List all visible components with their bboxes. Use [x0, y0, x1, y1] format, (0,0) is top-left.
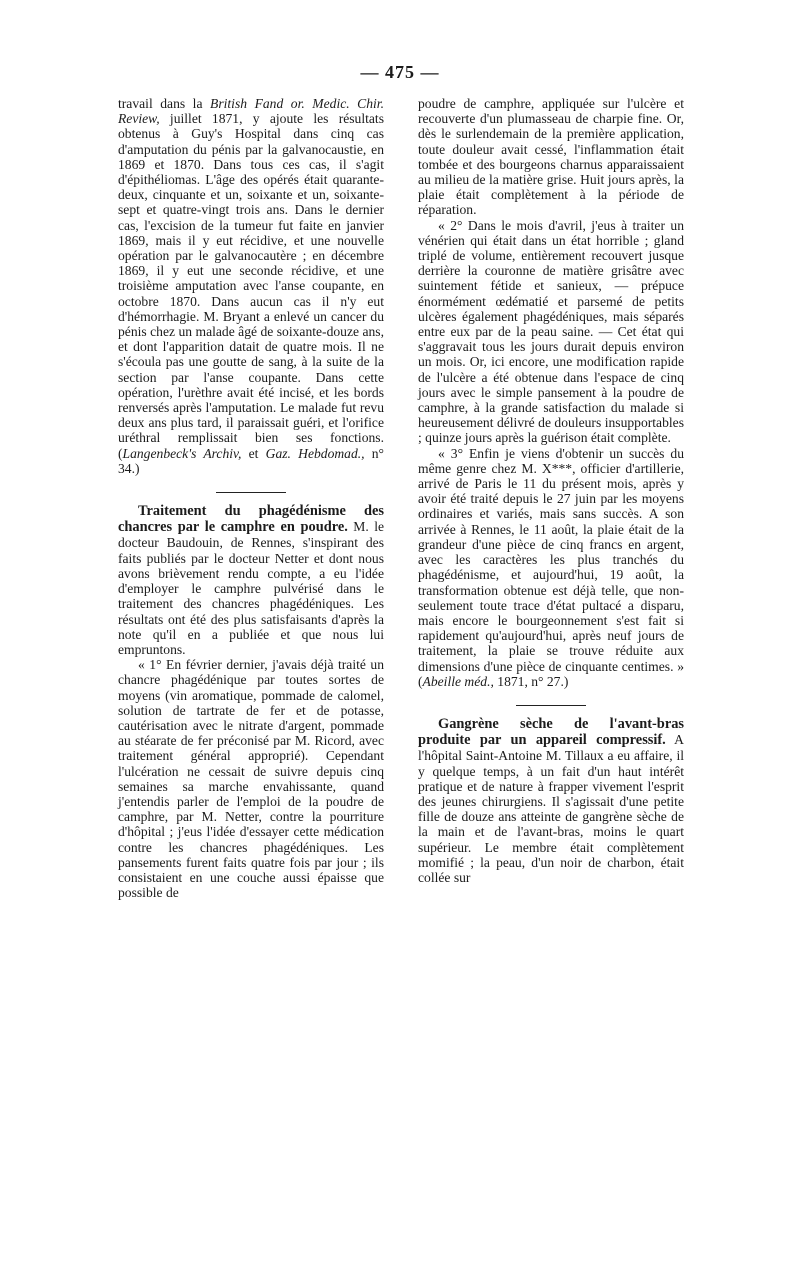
- text: « 3° Enfin je viens d'obtenir un succès du même genre chez M. X***, officier d'artillerie, arrivé de Paris le 11 du présent mois, après y avoir été traité depuis le 27 juin par les moyens ordinaires et variés, mais sans succès. A son arrivée à Rennes, le 11 août, la plaie était de la grandeur d'une pièce de cinq francs en argent, avec les caractères les plus tranchés du phagédénisme, et aujourd'hui, 19 août, la transformation obtenue est déjà telle, que non-seulement toute trace d'état pultacé a disparu, mais encore le bourgeonnement s'est fait si rapidement qu'aujourd'hui, après neuf jours de traitement, la plaie se trouve réduite aux dimensions d'une pièce de cinquante centimes. » (: [418, 445, 684, 689]
- journal-citation: Langenbeck's Archiv,: [122, 445, 242, 461]
- left-column: [118, 96, 384, 900]
- section-phagedenisme: [118, 503, 384, 657]
- journal-citation: Gaz. Hebdomad.,: [265, 445, 365, 461]
- paragraph-galvanocaustie: [118, 96, 384, 476]
- section-body: M. le docteur Baudouin, de Rennes, s'inspirant des faits publiés par le docteur Netter et dont nous avons brièvement rendu compte, a eu l'idée d'employer le camphre pulvérisé dans le traitement des chancres phagédéniques. Les résultats ont été des plus satisfaisants d'après la note qu'il en a publiée et que nous lui empruntons.: [118, 519, 385, 657]
- section-divider: [516, 705, 586, 706]
- section-body: A l'hôpital Saint-Antoine M. Tillaux a eu affaire, il y quelque temps, à un fait d'un haut intérêt pratique et de nature à frapper vivement l'esprit des jeunes chirurgiens. Il s'agissait d'une petite fille de douze ans atteinte de gangrène sèche de la main et de l'avant-bras, moins le quart supérieur. Le membre était complètement momifié ; la peau, d'un noir de charbon, était collée sur: [418, 732, 684, 885]
- paragraph-continuation: poudre de camphre, appliquée sur l'ulcère et recouverte d'un plumasseau de charpie fine. Or, dès le surlendemain de la première application, toute douleur avait cessé, l'inflammation était tombée et des bourgeons charnus apparaissaient au milieu de la matière grise. Huit jours après, la plaie était complètement à la période de réparation.: [418, 96, 684, 218]
- section-gangrene: [418, 716, 684, 885]
- section-heading: Gangrène sèche de l'avant-bras produite par un appareil compressif.: [418, 715, 684, 749]
- paragraph-case-1: « 1° En février dernier, j'avais déjà traité un chancre phagédénique par toutes sortes de moyens (vin aromatique, pommade de calomel, solution de tartrate de fer et de potasse, cautérisation avec le nitrate d'argent, pommade au stéarate de fer préconisé par M. Ricord, avec traitement général approprié). Cependant l'ulcération ne cessait de suivre depuis cinq semaines sa marche envahissante, quand j'entendis parler de l'emploi de la poudre de camphre, par M. Netter, contre la pourriture d'hôpital ; j'eus l'idée d'essayer cette médication contre les chancres phagédéniques. Les pansements furent faits quatre fois par jour ; ils consistaient en une couche aussi épaisse que possible de: [118, 657, 384, 901]
- page-number: — 475 —: [360, 62, 440, 82]
- paragraph-case-3: [418, 446, 684, 689]
- text: travail dans la: [118, 96, 211, 111]
- text: 1871, n° 27.): [493, 673, 569, 689]
- section-heading: Traitement du phagédénisme des chancres par le camphre en poudre.: [118, 503, 384, 536]
- text: et: [241, 445, 266, 461]
- text: n° 34.): [118, 445, 384, 476]
- section-divider: [216, 492, 286, 493]
- journal-citation: Abeille méd.,: [422, 673, 494, 689]
- text: juillet 1871, y ajoute les résultats obtenus à Guy's Hospital dans cinq cas d'amputation du pénis par la galvanocaustie, en 1869 et 1870. Dans tous ces cas, il s'agit d'épithéliomas. L'âge des opérés était quarante-deux, cinquante et un, soixante et un, soixante-sept et quatre-vingt trois ans. Dans le dernier cas, l'excision de la tumeur fut faite en janvier 1869, mais il y eut récidive, et une nouvelle opération par le galvanocautère ; en décembre 1869, il y eut une seconde récidive, et une troisième amputation avec l'anse coupante, en octobre 1870. Dans aucun cas il n'y eut d'hémorrhagie. M. Bryant a enlevé un cancer du pénis chez un malade âgé de soixante-douze ans, et dont l'apparition datait de quatre mois. Il ne s'écoula pas une goutte de sang, à la suite de la section par l'anse coupante. Dans cette opération, l'urèthre avait été incisé, et les bords renversés après l'amputation. Le malade fut revu deux ans plus tard, il paraissait guéri, et l'orifice uréthral remplissait bien ses fonctions. (: [118, 111, 384, 461]
- paragraph-case-2: « 2° Dans le mois d'avril, j'eus à traiter un vénérien qui était dans un état horrible ; gland triplé de volume, entièrement recouvert jusque derrière la couronne de matière grisâtre avec suintement fétide et sanieux, — prépuce énormément œdématié et parsemé de petits ulcères également phagédéniques, mais séparés entre eux par de la peau saine. — Cet état qui s'aggravait tous les jours durait depuis environ un mois. Or, ici encore, une modification rapide de l'ulcère a été obtenue dans l'espace de cinq jours avec le simple pansement à la poudre de camphre, à la grande satisfaction du malade si heureusement délivré de douleurs insupportables ; quinze jours après la guérison était complète.: [418, 217, 684, 446]
- journal-citation: British Fand or. Medic. Chir. Review,: [118, 96, 384, 127]
- right-column: [418, 96, 684, 885]
